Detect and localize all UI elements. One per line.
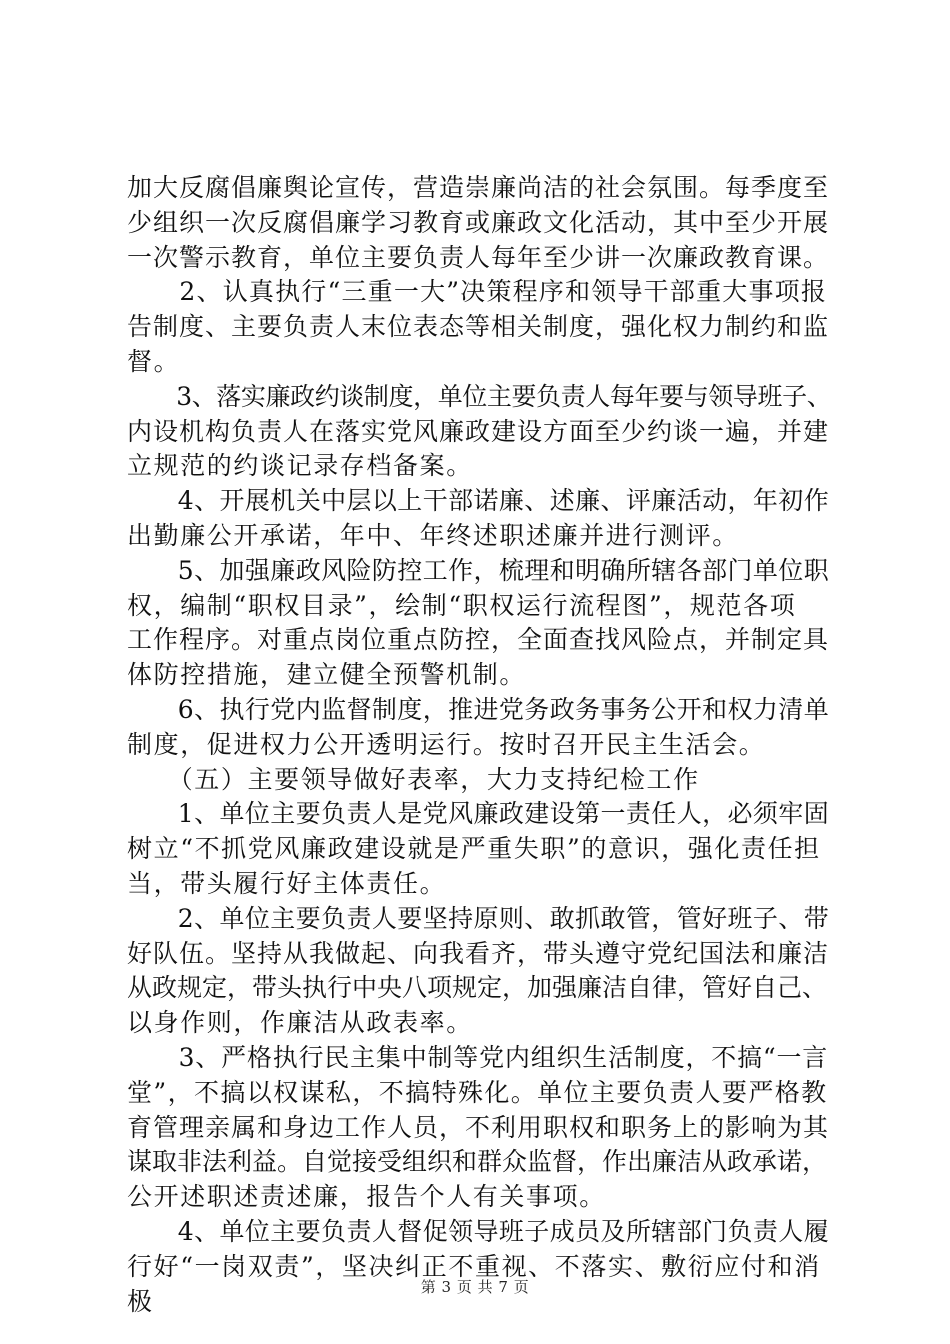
text-line: 一次警示教育，单位主要负责人每年至少讲一次廉政教育课。 — [127, 242, 830, 272]
text-line: 以身作则，作廉洁从政表率。 — [127, 1008, 473, 1038]
text-line: 督。 — [127, 346, 181, 376]
text-line: 树立“不抓党风廉政建设就是严重失职”的意识，强化责任担 — [127, 834, 821, 864]
text-line: （五）主要领导做好表率，大力支持纪检工作 — [127, 764, 700, 794]
text-line: 少组织一次反腐倡廉学习教育或廉政文化活动，其中至少开展 — [127, 207, 830, 237]
text-line: 5、加强廉政风险防控工作，梳理和明确所辖各部门单位职 — [127, 555, 830, 585]
text-line: 工作程序。对重点岗位重点防控，全面查找风险点，并制定具 — [127, 625, 830, 655]
text-line: 行好“一岗双责”，坚决纠正不重视、不落实、敷衍应付和消 — [127, 1251, 821, 1281]
text-line: 3、严格执行民主集中制等党内组织生活制度，不搞“一言 — [127, 1042, 829, 1072]
text-line: 公开述职述责述廉，报告个人有关事项。 — [127, 1182, 606, 1212]
text-line: 4、单位主要负责人督促领导班子成员及所辖部门负责人履 — [127, 1216, 830, 1246]
text-line: 好队伍。坚持从我做起、向我看齐，带头遵守党纪国法和廉洁 — [127, 938, 830, 968]
text-line: 4、开展机关中层以上干部诺廉、述廉、评廉活动，年初作 — [127, 486, 830, 516]
text-line: 谋取非法利益。自觉接受组织和群众监督，作出廉洁从政承诺， — [127, 1147, 828, 1177]
text-line: 制度，促进权力公开透明运行。按时召开民主生活会。 — [127, 729, 766, 759]
text-line: 告制度、主要负责人末位表态等相关制度，强化权力制约和监 — [127, 312, 830, 342]
text-line: 权，编制“职权目录”，绘制“职权运行流程图”，规范各项 — [127, 590, 797, 620]
text-line: 1、单位主要负责人是党风廉政建设第一责任人，必须牢固 — [127, 799, 830, 829]
text-line: 极 — [127, 1286, 154, 1316]
text-line: 从政规定，带头执行中央八项规定，加强廉洁自律，管好自己、 — [127, 973, 828, 1003]
text-line: 加大反腐倡廉舆论宣传，营造崇廉尚洁的社会氛围。每季度至 — [127, 173, 830, 202]
text-line: 体防控措施，建立健全预警机制。 — [127, 660, 527, 690]
text-line: 3、落实廉政约谈制度，单位主要负责人每年要与领导班子、 — [127, 381, 832, 411]
text-line: 2、认真执行“三重一大”决策程序和领导干部重大事项报 — [127, 277, 828, 307]
text-line: 内设机构负责人在落实党风廉政建设方面至少约谈一遍，并建 — [127, 416, 830, 446]
text-line: 当，带头履行好主体责任。 — [127, 868, 447, 898]
text-line: 堂”，不搞以权谋私，不搞特殊化。单位主要负责人要严格教 — [127, 1077, 828, 1107]
document-body — [127, 171, 832, 1319]
text-line: 出勤廉公开承诺，年中、年终述职述廉并进行测评。 — [127, 520, 739, 550]
text-line: 6、执行党内监督制度，推进党务政务事务公开和权力清单 — [127, 694, 830, 724]
text-line: 2、单位主要负责人要坚持原则、敢抓敢管，管好班子、带 — [127, 903, 830, 933]
text-line: 育管理亲属和身边工作人员，不利用职权和职务上的影响为其 — [127, 1112, 830, 1142]
text-line: 立规范的约谈记录存档备案。 — [127, 451, 473, 481]
page-footer: 第 3 页 共 7 页 — [420, 1278, 530, 1296]
